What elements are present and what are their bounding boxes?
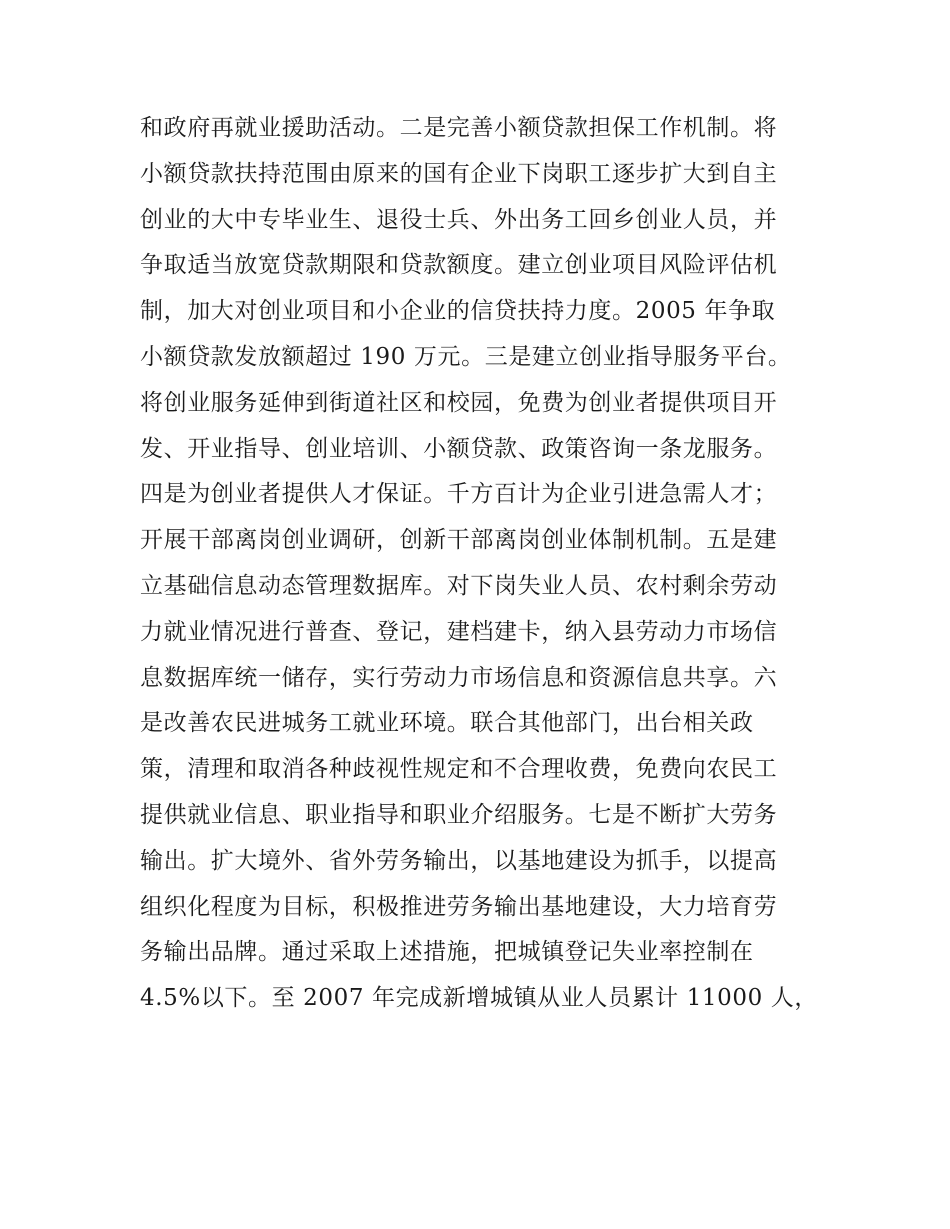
text-line: 四是为创业者提供人才保证。千方百计为企业引进急需人才； (140, 481, 778, 508)
text-line: 立基础信息动态管理数据库。对下岗失业人员、农村剩余劳动 (140, 572, 778, 599)
text-line: 小额贷款扶持范围由原来的国有企业下岗职工逐步扩大到自主 (140, 160, 778, 187)
text-line: 是改善农民进城务工就业环境。联合其他部门，出台相关政 (140, 710, 754, 737)
text-line: 开展干部离岗创业调研，创新干部离岗创业体制机制。五是建 (140, 527, 778, 554)
text-line: 发、开业指导、创业培训、小额贷款、政策咨询一条龙服务。 (140, 435, 778, 462)
text-line: 4.5%以下。至 2007 年完成新增城镇从业人员累计 11000 人， (140, 985, 818, 1012)
text-line: 力就业情况进行普查、登记，建档建卡，纳入县劳动力市场信 (140, 618, 778, 645)
text-line: 小额贷款发放额超过 190 万元。三是建立创业指导服务平台。 (140, 343, 792, 370)
text-line: 输出。扩大境外、省外劳务输出，以基地建设为抓手，以提高 (140, 847, 778, 874)
body-paragraph (140, 106, 820, 1022)
text-line: 息数据库统一储存，实行劳动力市场信息和资源信息共享。六 (140, 664, 778, 691)
text-line: 提供就业信息、职业指导和职业介绍服务。七是不断扩大劳务 (140, 801, 778, 828)
text-line: 务输出品牌。通过采取上述措施，把城镇登记失业率控制在 (140, 939, 754, 966)
text-line: 争取适当放宽贷款期限和贷款额度。建立创业项目风险评估机 (140, 252, 778, 279)
text-line: 制，加大对创业项目和小企业的信贷扶持力度。2005 年争取 (140, 298, 776, 325)
text-line: 创业的大中专毕业生、退役士兵、外出务工回乡创业人员，并 (140, 206, 778, 233)
text-line: 和政府再就业援助活动。二是完善小额贷款担保工作机制。将 (140, 115, 778, 141)
text-line: 将创业服务延伸到街道社区和校园，免费为创业者提供项目开 (140, 389, 778, 416)
text-line: 组织化程度为目标，积极推进劳务输出基地建设，大力培育劳 (140, 893, 778, 920)
text-line: 策，清理和取消各种歧视性规定和不合理收费，免费向农民工 (140, 756, 778, 783)
